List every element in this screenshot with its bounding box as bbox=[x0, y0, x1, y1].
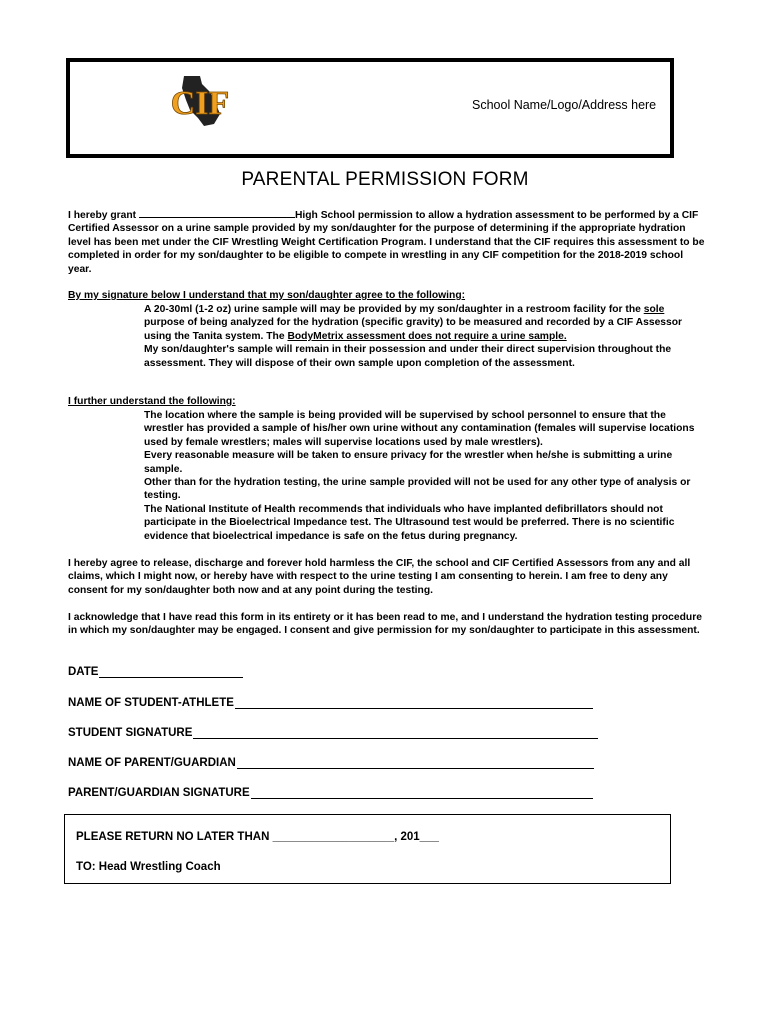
header-box bbox=[66, 58, 674, 158]
release-paragraph: I hereby agree to release, discharge and forever hold harmless the CIF, the school and CIF Certified Assessors from any and all claims, which I might now, or hereby have with respect to the urine testing I am consenting to herein. I am free to deny any consent for my son/daughter both now and at any point during the testing. bbox=[68, 558, 691, 596]
item-text: Every reasonable measure will be taken to ensure privacy for the wrestler when he/she is submitting a urine sample. bbox=[144, 450, 673, 475]
intro-before-blank: I hereby grant bbox=[68, 210, 139, 221]
date-label: DATE bbox=[68, 666, 99, 678]
parent-signature-field[interactable] bbox=[251, 786, 593, 799]
list-item bbox=[124, 409, 706, 449]
section1-list bbox=[124, 303, 706, 370]
cif-logo bbox=[170, 70, 230, 130]
return-deadline: PLEASE RETURN NO LATER THAN ___________________, 201___ bbox=[76, 831, 439, 843]
return-to: TO: Head Wrestling Coach bbox=[76, 861, 221, 873]
item-text: The location where the sample is being provided will be supervised by school personnel to ensure that the wrestler has provided a sample of his/her own urine without any contamination (females will supervise locations used by female wrestlers; males will supervise locations used by male wrestlers). bbox=[144, 410, 695, 448]
student-name-row bbox=[68, 696, 593, 709]
intro-paragraph bbox=[68, 208, 708, 276]
section1-heading: By my signature below I understand that my son/daughter agree to the following: bbox=[68, 290, 466, 301]
list-item bbox=[124, 303, 706, 343]
item-emphasis: BodyMetrix assessment does not require a urine sample. bbox=[287, 330, 567, 342]
parent-name-label: NAME OF PARENT/GUARDIAN bbox=[68, 757, 236, 769]
item-text: A 20-30ml (1-2 oz) urine sample will may be provided by my son/daughter in a restroom facility for the bbox=[144, 304, 644, 315]
date-row bbox=[68, 665, 243, 678]
list-item bbox=[124, 343, 706, 370]
student-name-label: NAME OF STUDENT-ATHLETE bbox=[68, 697, 234, 709]
list-item bbox=[124, 449, 706, 476]
item-text: The National Institute of Health recommends that individuals who have implanted defibrillators should not participate in the Bioelectrical Impedance test. The Ultrasound test would be preferred. There is no scientific evidence that bioelectrical impedance is safe on the fetus during pregnancy. bbox=[144, 503, 675, 542]
school-name-blank[interactable] bbox=[139, 208, 295, 218]
parent-name-field[interactable] bbox=[237, 756, 594, 769]
student-signature-label: STUDENT SIGNATURE bbox=[68, 727, 193, 739]
parent-name-row bbox=[68, 756, 594, 769]
parent-signature-row bbox=[68, 786, 593, 799]
return-box bbox=[64, 814, 671, 884]
item-emphasis: sole bbox=[643, 304, 665, 315]
school-name-placeholder: School Name/Logo/Address here bbox=[472, 98, 657, 112]
acknowledge-paragraph: I acknowledge that I have read this form in its entirety or it has been read to me, and I understand the hydration testing procedure in which my son/daughter may be engaged. I consent and give permission for my son/daughter to participate in this assessment. bbox=[68, 612, 702, 637]
form-title: PARENTAL PERMISSION FORM bbox=[241, 169, 529, 190]
section2-list bbox=[124, 409, 706, 543]
svg-text:CIF: CIF bbox=[170, 85, 230, 122]
student-signature-row bbox=[68, 726, 598, 739]
student-signature-field[interactable] bbox=[193, 726, 598, 739]
item-text: Other than for the hydration testing, the urine sample provided will not be used for any other type of analysis or testing. bbox=[144, 477, 691, 502]
date-field[interactable] bbox=[99, 665, 243, 678]
item-text: My son/daughter's sample will remain in their possession and under their direct supervision throughout the assessment. They will dispose of their own sample upon completion of the assessment. bbox=[144, 344, 672, 369]
item-text: purpose of being analyzed for the hydration (specific gravity) to be measured and recorded by a CIF Assessor using the Tanita system. The bbox=[144, 317, 683, 342]
intro-after-blank: High School permission to allow a hydration assessment to be performed by a CIF Certified Assessor on a urine sample provided by my son/daughter for the purpose of determining if the appropriate hydration level has been met under the CIF Wrestling Weight Certification Program. I understand that the CIF requires this assessment to be completed in order for my son/daughter to be eligible to compete in wrestling in any CIF competition for the 2018-2019 school year. bbox=[68, 210, 705, 275]
section2-heading: I further understand the following: bbox=[68, 396, 236, 407]
list-item bbox=[124, 503, 706, 543]
student-name-field[interactable] bbox=[235, 696, 593, 709]
parent-signature-label: PARENT/GUARDIAN SIGNATURE bbox=[68, 787, 250, 799]
list-item bbox=[124, 476, 706, 503]
